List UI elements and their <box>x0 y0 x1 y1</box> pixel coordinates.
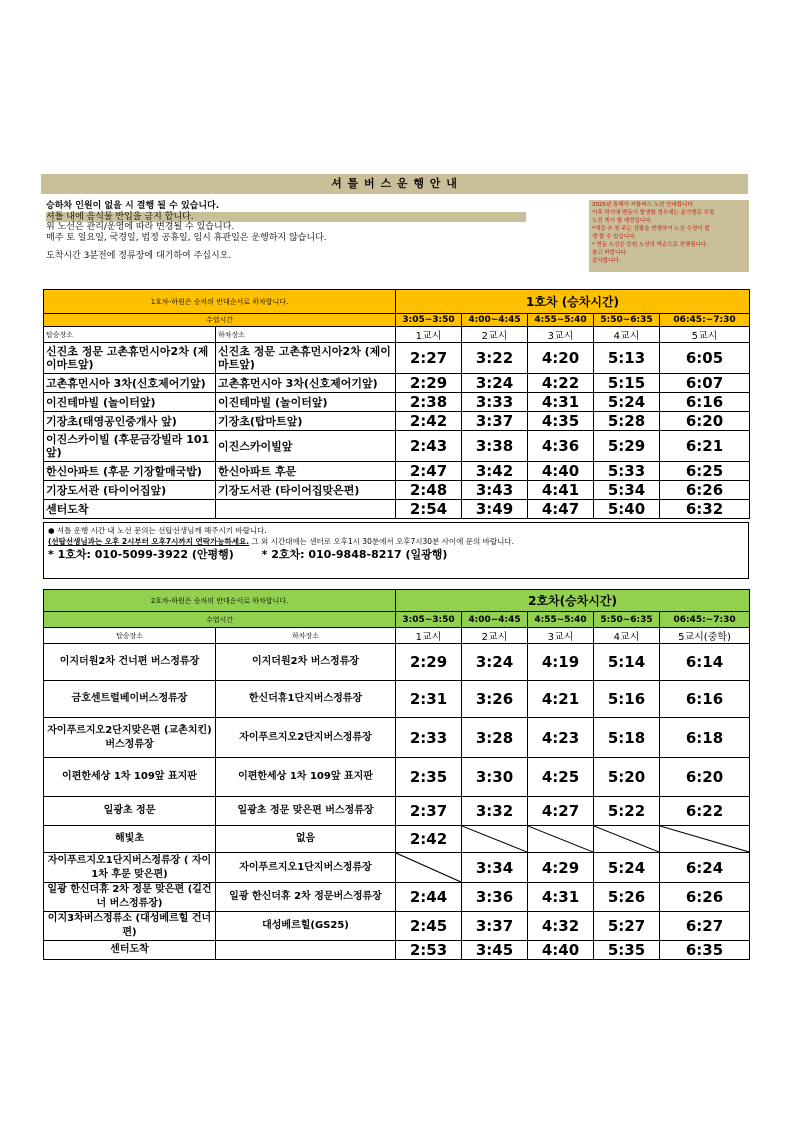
class-time: 4:55~5:40 <box>528 314 594 327</box>
board-label: 탑승장소 <box>44 327 216 343</box>
period-label: 2교시 <box>462 327 528 343</box>
period-label: 3교시 <box>528 628 594 644</box>
depart-time: 6:22 <box>660 797 750 826</box>
depart-time: 4:41 <box>528 481 594 500</box>
notice-line: 위 노선은 관리/운영에 따라 변경될 수 있습니다. <box>46 222 235 232</box>
depart-time: 2:54 <box>396 500 462 519</box>
depart-time: 6:14 <box>660 644 750 681</box>
no-service-cell <box>594 826 660 853</box>
table-row <box>44 500 750 519</box>
alight-stop: 대성베르힐(GS25) <box>216 912 396 941</box>
depart-time: 5:15 <box>594 374 660 393</box>
depart-time: 5:40 <box>594 500 660 519</box>
board-stop: 한신아파트 (후문 기장할매국밥) <box>44 462 216 481</box>
table-row <box>44 797 750 826</box>
table-row <box>44 412 750 431</box>
notice-line: 셔틀 내에 음식물 반입을 금지 합니다. <box>46 212 526 223</box>
depart-time: 4:29 <box>528 853 594 883</box>
side-note-line: 노선 게시 할 예정입니다. <box>592 218 653 224</box>
board-stop: 신진초 정문 고촌휴먼시아2차 (제이마트앞) <box>44 343 216 374</box>
period-label: 1교시 <box>396 628 462 644</box>
depart-time: 5:16 <box>594 681 660 718</box>
depart-time: 6:20 <box>660 412 750 431</box>
depart-time: 6:21 <box>660 431 750 462</box>
depart-time: 5:35 <box>594 941 660 960</box>
depart-time: 6:07 <box>660 374 750 393</box>
alight-stop: 기장초(탑마트앞) <box>216 412 396 431</box>
alight-stop: 신진초 정문 고촌휴먼시아2차 (제이마트앞) <box>216 343 396 374</box>
alight-stop <box>216 500 396 519</box>
phone-route1: * 1호차: 010-5099-3922 (안평행) <box>48 548 234 561</box>
depart-time: 6:05 <box>660 343 750 374</box>
depart-time: 3:43 <box>462 481 528 500</box>
table-row <box>44 883 750 912</box>
depart-time: 5:13 <box>594 343 660 374</box>
depart-time: 4:21 <box>528 681 594 718</box>
depart-time: 6:16 <box>660 393 750 412</box>
table-row <box>44 853 750 883</box>
depart-time: 5:24 <box>594 853 660 883</box>
board-stop: 이지더원2차 건너편 버스정류장 <box>44 644 216 681</box>
board-stop: 고촌휴먼시아 3차(신호제어기앞) <box>44 374 216 393</box>
board-stop: 일광초 정문 <box>44 797 216 826</box>
depart-time: 6:32 <box>660 500 750 519</box>
depart-time: 2:53 <box>396 941 462 960</box>
alight-stop: 자이푸르지오2단지버스정류장 <box>216 718 396 758</box>
depart-time: 4:40 <box>528 941 594 960</box>
side-note-line: 생 할 수 있습니다. <box>592 234 637 240</box>
alight-stop <box>216 941 396 960</box>
board-stop: 해빛초 <box>44 826 216 853</box>
table-row <box>44 393 750 412</box>
depart-time: 5:22 <box>594 797 660 826</box>
depart-time: 2:42 <box>396 412 462 431</box>
table-row <box>44 481 750 500</box>
depart-time: 5:26 <box>594 883 660 912</box>
depart-time: 6:20 <box>660 758 750 797</box>
board-label: 탑승장소 <box>44 628 216 644</box>
depart-time: 6:25 <box>660 462 750 481</box>
table-row <box>44 826 750 853</box>
notice-line: 도착시간 3분전에 정류장에 대기하여 주십시오. <box>46 251 232 261</box>
table-row <box>44 681 750 718</box>
table-row <box>44 718 750 758</box>
board-stop: 이지3차버스정류소 (대성베르힐 건너편) <box>44 912 216 941</box>
table-row <box>44 912 750 941</box>
board-stop: 금호센트럴베이버스정류장 <box>44 681 216 718</box>
board-stop: 센터도착 <box>44 500 216 519</box>
depart-time: 4:27 <box>528 797 594 826</box>
depart-time: 3:33 <box>462 393 528 412</box>
no-service-cell <box>528 826 594 853</box>
depart-time: 3:37 <box>462 412 528 431</box>
class-time: 06:45:~7:30 <box>660 612 750 628</box>
alight-stop: 한신더휴1단지버스정류장 <box>216 681 396 718</box>
board-stop: 자이푸르지오1단지버스정류장 ( 자이 1차 후문 맞은편) <box>44 853 216 883</box>
depart-time: 4:19 <box>528 644 594 681</box>
phone-route2: * 2호차: 010-9848-8217 (일광행) <box>261 548 448 561</box>
depart-time: 4:35 <box>528 412 594 431</box>
depart-time: 4:32 <box>528 912 594 941</box>
alight-stop: 한신아파트 후문 <box>216 462 396 481</box>
board-stop: 자이푸르지오2단지맞은편 (교촌치킨)버스정류장 <box>44 718 216 758</box>
alight-stop: 기장도서관 (타이어집맞은편) <box>216 481 396 500</box>
no-service-cell <box>660 826 750 853</box>
depart-time: 2:29 <box>396 374 462 393</box>
notice-block <box>46 201 526 262</box>
depart-time: 2:38 <box>396 393 462 412</box>
depart-time: 4:23 <box>528 718 594 758</box>
depart-time: 4:47 <box>528 500 594 519</box>
contact-rest: 그 외 시간대에는 센터로 오후1시 30분에서 오후7시30분 사이에 문의 바랍니다. <box>249 537 515 546</box>
period-label: 5교시(중학) <box>660 628 750 644</box>
table-row <box>44 758 750 797</box>
depart-time: 4:40 <box>528 462 594 481</box>
depart-time: 6:26 <box>660 883 750 912</box>
depart-time: 5:24 <box>594 393 660 412</box>
depart-time: 4:20 <box>528 343 594 374</box>
class-time-label: 수업시간 <box>44 612 396 628</box>
board-stop: 기장초(태영공인중개사 앞) <box>44 412 216 431</box>
depart-time: 3:24 <box>462 374 528 393</box>
period-label: 5교시 <box>660 327 750 343</box>
side-note-line: 참고 바랍니다. <box>592 250 628 256</box>
depart-time: 2:42 <box>396 826 462 853</box>
class-time-label: 수업시간 <box>44 314 396 327</box>
class-time: 4:00~4:45 <box>462 314 528 327</box>
depart-time: 3:28 <box>462 718 528 758</box>
class-time: 5:50~6:35 <box>594 314 660 327</box>
route2-note: 2호차-하원은 승차의 반대순서로 하차합니다. <box>44 590 396 612</box>
period-label: 4교시 <box>594 628 660 644</box>
class-time: 4:55~5:40 <box>528 612 594 628</box>
alight-stop: 고촌휴먼시아 3차(신호제어기앞) <box>216 374 396 393</box>
depart-time: 4:25 <box>528 758 594 797</box>
depart-time: 2:27 <box>396 343 462 374</box>
route1-table <box>43 289 750 519</box>
route2-table <box>43 589 750 960</box>
route1-title: 1호차 (승차시간) <box>396 290 750 314</box>
board-stop: 이편한세상 1차 109앞 표지판 <box>44 758 216 797</box>
depart-time: 6:27 <box>660 912 750 941</box>
depart-time: 2:47 <box>396 462 462 481</box>
depart-time: 4:22 <box>528 374 594 393</box>
side-note-line: 2025년 통해가 셔틀버스 노선 안내합니다. <box>592 202 695 208</box>
depart-time: 5:20 <box>594 758 660 797</box>
class-time: 06:45:~7:30 <box>660 314 750 327</box>
contact-line <box>48 536 744 547</box>
table-row <box>44 374 750 393</box>
depart-time: 3:42 <box>462 462 528 481</box>
depart-time: 3:24 <box>462 644 528 681</box>
table-row <box>44 343 750 374</box>
page-banner: 셔 틀 버 스 운 행 안 내 <box>41 174 748 194</box>
no-service-cell <box>462 826 528 853</box>
alight-stop: 이편한세상 1차 109앞 표지판 <box>216 758 396 797</box>
table-row <box>44 462 750 481</box>
side-note <box>589 200 749 272</box>
depart-time: 3:30 <box>462 758 528 797</box>
depart-time: 4:31 <box>528 883 594 912</box>
class-time: 3:05~3:50 <box>396 314 462 327</box>
depart-time: 3:45 <box>462 941 528 960</box>
depart-time: 5:33 <box>594 462 660 481</box>
side-note-line: *개강 추 첫 주는 상황을 반영하여 노선 수정이 발 <box>592 226 710 232</box>
period-label: 2교시 <box>462 628 528 644</box>
depart-time: 2:45 <box>396 912 462 941</box>
depart-time: 5:27 <box>594 912 660 941</box>
depart-time: 6:18 <box>660 718 750 758</box>
depart-time: 5:18 <box>594 718 660 758</box>
depart-time: 6:16 <box>660 681 750 718</box>
depart-time: 2:29 <box>396 644 462 681</box>
route1-note: 1호차-하원은 승차의 반대순서로 하차합니다. <box>44 290 396 314</box>
contact-line: ● 셔틀 운행 시간 내 노선 문의는 선탑선생님께 해주시기 바랍니다. <box>48 526 267 535</box>
route2-title: 2호차(승차시간) <box>396 590 750 612</box>
class-time: 5:50~6:35 <box>594 612 660 628</box>
alight-stop: 일광초 정문 맞은편 버스정류장 <box>216 797 396 826</box>
depart-time: 3:38 <box>462 431 528 462</box>
class-time: 4:00~4:45 <box>462 612 528 628</box>
depart-time: 4:31 <box>528 393 594 412</box>
period-label: 1교시 <box>396 327 462 343</box>
period-label: 4교시 <box>594 327 660 343</box>
alight-label: 하차장소 <box>216 628 396 644</box>
board-stop: 이진테마빌 (놀이터앞) <box>44 393 216 412</box>
depart-time: 6:24 <box>660 853 750 883</box>
depart-time: 2:33 <box>396 718 462 758</box>
alight-stop: 일광 한신더휴 2차 정문버스정류장 <box>216 883 396 912</box>
depart-time: 2:48 <box>396 481 462 500</box>
no-service-cell <box>396 853 462 883</box>
depart-time: 3:49 <box>462 500 528 519</box>
depart-time: 3:37 <box>462 912 528 941</box>
depart-time: 3:34 <box>462 853 528 883</box>
depart-time: 2:31 <box>396 681 462 718</box>
side-note-line: * 현동 노선은 등원 노선의 역순으로 진행됩니다. <box>592 242 708 248</box>
alight-stop: 이진스카이빌앞 <box>216 431 396 462</box>
depart-time: 6:35 <box>660 941 750 960</box>
alight-stop: 없음 <box>216 826 396 853</box>
alight-stop: 이지더원2차 버스정류장 <box>216 644 396 681</box>
contact-phones <box>48 549 744 560</box>
table-row <box>44 941 750 960</box>
notice-line: 매주 토 일요일, 국경일, 법정 공휴일, 임시 휴관일은 운행하지 않습니다. <box>46 232 327 243</box>
depart-time: 5:34 <box>594 481 660 500</box>
contact-hours: (선탑선생님과는 오후 2시부터 오후7시까지 연락가능하세요. <box>48 537 250 546</box>
depart-time: 3:32 <box>462 797 528 826</box>
side-note-line: 감사합니다. <box>592 258 621 264</box>
depart-time: 3:26 <box>462 681 528 718</box>
depart-time: 3:36 <box>462 883 528 912</box>
depart-time: 4:36 <box>528 431 594 462</box>
board-stop: 기장도서관 (타이어집앞) <box>44 481 216 500</box>
class-time: 3:05~3:50 <box>396 612 462 628</box>
depart-time: 5:28 <box>594 412 660 431</box>
depart-time: 6:26 <box>660 481 750 500</box>
depart-time: 2:37 <box>396 797 462 826</box>
depart-time: 5:14 <box>594 644 660 681</box>
notice-line: 승하차 인원이 없을 시 결행 될 수 있습니다. <box>46 201 220 211</box>
table-row <box>44 644 750 681</box>
period-label: 3교시 <box>528 327 594 343</box>
side-note-line: 이후 학기에 변동이 발생할 경우에는 분기별로 수정 <box>592 210 715 216</box>
alight-label: 하차장소 <box>216 327 396 343</box>
depart-time: 5:29 <box>594 431 660 462</box>
contact-box <box>43 522 749 579</box>
table-row <box>44 431 750 462</box>
depart-time: 3:22 <box>462 343 528 374</box>
depart-time: 2:35 <box>396 758 462 797</box>
board-stop: 일광 한신더휴 2차 정문 맞은편 (길건너 버스정류장) <box>44 883 216 912</box>
alight-stop: 자이푸르지오1단지버스정류장 <box>216 853 396 883</box>
board-stop: 센터도착 <box>44 941 216 960</box>
alight-stop: 이진테마빌 (놀이터앞) <box>216 393 396 412</box>
depart-time: 2:43 <box>396 431 462 462</box>
board-stop: 이진스카이빌 (후문금강빌라 101 앞) <box>44 431 216 462</box>
depart-time: 2:44 <box>396 883 462 912</box>
